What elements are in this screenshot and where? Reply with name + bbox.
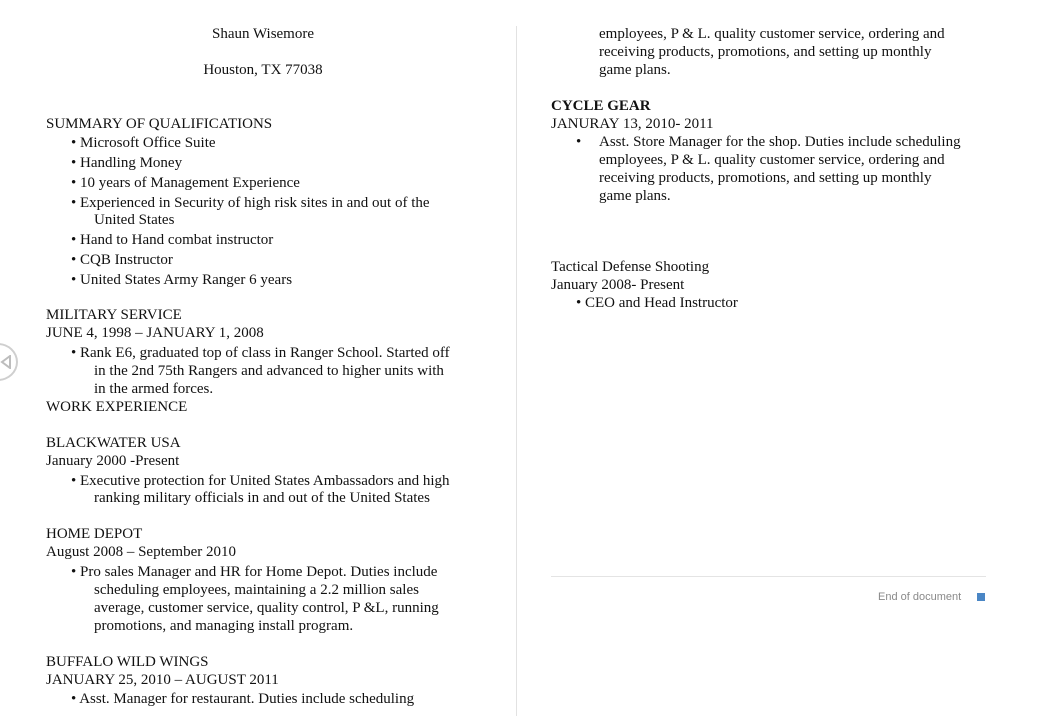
job-title-blackwater: BLACKWATER USA (46, 435, 181, 451)
job-bullet-continued: employees, P & L. quality customer service, ordering and (599, 26, 945, 42)
job-title-home-depot: HOME DEPOT (46, 526, 143, 542)
chevron-left-icon (0, 355, 12, 369)
job-bullet: • Executive protection for United States Ambassadors and high (71, 473, 450, 489)
resume-location: Houston, TX 77038 (203, 62, 323, 78)
summary-bullet: • CQB Instructor (71, 252, 173, 268)
job-bullet-continued: ranking military officials in and out of the United States (94, 490, 430, 506)
job-title-cycle-gear: CYCLE GEAR (551, 98, 651, 114)
work-heading: WORK EXPERIENCE (46, 399, 188, 415)
summary-bullet: • Hand to Hand combat instructor (71, 232, 274, 248)
job-dates-cycle-gear: JANURAY 13, 2010- 2011 (551, 116, 714, 132)
job-bullet-continued: average, customer service, quality control, P &L, running (94, 600, 439, 616)
resume-name: Shaun Wisemore (211, 26, 315, 42)
job-bullet-continued: employees, P & L. quality customer service, ordering and (599, 152, 945, 168)
job-dates-buffalo-wild-wings: JANUARY 25, 2010 – AUGUST 2011 (46, 672, 279, 688)
job-bullet-continued: receiving products, promotions, and setting up monthly (599, 170, 932, 186)
job-bullet: • CEO and Head Instructor (576, 295, 738, 311)
military-bullet-continued: in the armed forces. (94, 381, 214, 397)
summary-bullet: • United States Army Ranger 6 years (71, 272, 293, 288)
end-of-document-label: End of document (878, 591, 962, 603)
job-bullet-continued: game plans. (599, 188, 671, 204)
job-dates-blackwater: January 2000 -Present (46, 453, 180, 469)
military-bullet-continued: in the 2nd 75th Rangers and advanced to higher units with (94, 363, 444, 379)
military-bullet: • Rank E6, graduated top of class in Ranger School. Started off (71, 345, 450, 361)
summary-bullet: • Handling Money (71, 155, 183, 171)
end-of-document-marker (977, 593, 985, 601)
summary-heading: SUMMARY OF QUALIFICATIONS (46, 116, 273, 132)
summary-bullet-continued: United States (94, 212, 175, 228)
job-bullet-continued: receiving products, promotions, and setting up monthly (599, 44, 932, 60)
job-bullet: • Pro sales Manager and HR for Home Depot. Duties include (71, 564, 438, 580)
summary-bullet: • Experienced in Security of high risk sites in and out of the (71, 195, 430, 211)
military-heading: MILITARY SERVICE (46, 307, 182, 323)
column-divider (516, 26, 517, 716)
previous-page-button[interactable] (0, 343, 18, 381)
job-dates-tactical-defense: January 2008- Present (551, 277, 685, 293)
job-title-tactical-defense: Tactical Defense Shooting (551, 259, 710, 275)
end-of-document-rule (551, 576, 986, 577)
job-bullet-continued: promotions, and managing install program. (94, 618, 354, 634)
job-dates-home-depot: August 2008 – September 2010 (46, 544, 236, 560)
military-dates: JUNE 4, 1998 – JANUARY 1, 2008 (46, 325, 264, 341)
job-bullet: • Asst. Manager for restaurant. Duties include scheduling (71, 691, 415, 707)
job-title-buffalo-wild-wings: BUFFALO WILD WINGS (46, 654, 209, 670)
summary-bullet: • 10 years of Management Experience (71, 175, 300, 191)
job-bullet-continued: game plans. (599, 62, 671, 78)
job-bullet-continued: scheduling employees, maintaining a 2.2 million sales (94, 582, 419, 598)
bullet-dot: • (576, 134, 582, 150)
summary-bullet: • Microsoft Office Suite (71, 135, 216, 151)
job-bullet: Asst. Store Manager for the shop. Duties include scheduling (599, 134, 961, 150)
